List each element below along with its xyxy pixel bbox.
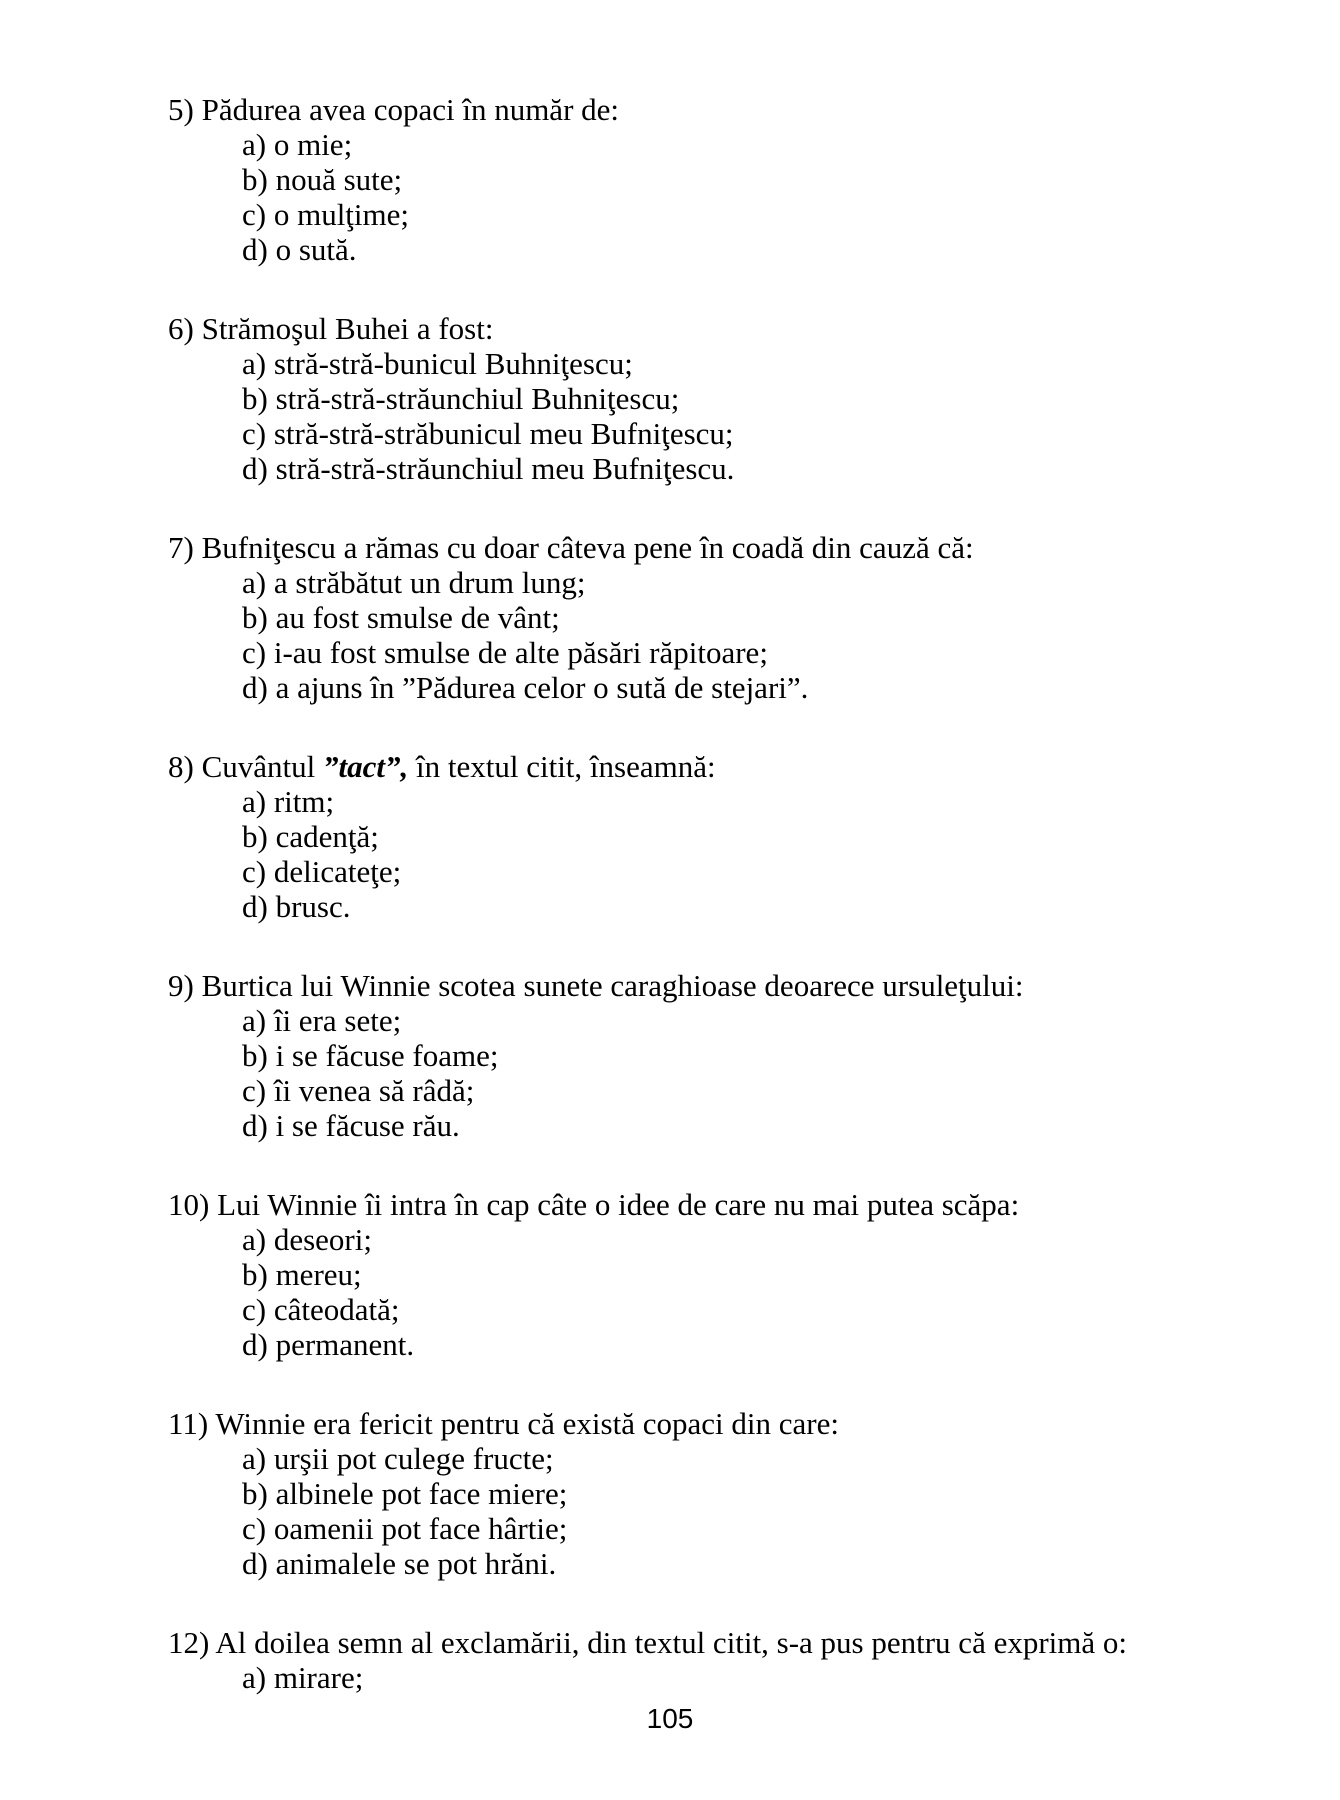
- question-10-option-c: c) câteodată;: [242, 1292, 400, 1327]
- question-10-option-a: a) deseori;: [242, 1222, 372, 1257]
- question-12-option-a: a) mirare;: [242, 1660, 364, 1695]
- question-6: [168, 311, 1280, 486]
- question-8-option-d: d) brusc.: [242, 889, 351, 924]
- question-6-option-d: d) stră-stră-străunchiul meu Bufniţescu.: [242, 451, 735, 486]
- question-7-option-c: c) i-au fost smulse de alte păsări răpitoare;: [242, 635, 768, 670]
- question-8-option-b: b) cadenţă;: [242, 819, 379, 854]
- question-8-title-prefix: 8) Cuvântul: [168, 749, 323, 784]
- question-10-title: 10) Lui Winnie îi intra în cap câte o idee de care nu mai putea scăpa:: [168, 1187, 1020, 1222]
- question-10-option-d: d) permanent.: [242, 1327, 415, 1362]
- question-7-option-b: b) au fost smulse de vânt;: [242, 600, 560, 635]
- question-8-option-c: c) delicateţe;: [242, 854, 402, 889]
- question-9-option-a: a) îi era sete;: [242, 1003, 402, 1038]
- question-6-title: 6) Strămoşul Buhei a fost:: [168, 311, 494, 346]
- question-11-option-b: b) albinele pot face miere;: [242, 1476, 568, 1511]
- question-6-option-c: c) stră-stră-străbunicul meu Bufniţescu;: [242, 416, 734, 451]
- question-11: [168, 1406, 1280, 1581]
- question-8-title-emphasis: ”tact”,: [323, 749, 409, 784]
- question-5-title: 5) Pădurea avea copaci în număr de:: [168, 92, 620, 127]
- question-7-title: 7) Bufniţescu a rămas cu doar câteva pene în coadă din cauză că:: [168, 530, 974, 565]
- question-7: [168, 530, 1280, 705]
- question-5-option-b: b) nouă sute;: [242, 162, 403, 197]
- question-8: [168, 749, 1280, 924]
- question-11-option-d: d) animalele se pot hrăni.: [242, 1546, 557, 1581]
- question-10: [168, 1187, 1280, 1362]
- question-5-option-a: a) o mie;: [242, 127, 353, 162]
- question-5-option-d: d) o sută.: [242, 232, 357, 267]
- question-8-option-a: a) ritm;: [242, 784, 335, 819]
- question-10-option-b: b) mereu;: [242, 1257, 362, 1292]
- question-5: [168, 92, 1280, 267]
- question-12-title: 12) Al doilea semn al exclamării, din textul citit, s-a pus pentru că exprimă o:: [168, 1625, 1128, 1660]
- question-8-title: [168, 749, 1280, 784]
- question-12: [168, 1625, 1280, 1695]
- question-11-title: 11) Winnie era fericit pentru că există copaci din care:: [168, 1406, 839, 1441]
- question-5-option-c: c) o mulţime;: [242, 197, 410, 232]
- question-9-option-b: b) i se făcuse foame;: [242, 1038, 499, 1073]
- question-9-option-c: c) îi venea să râdă;: [242, 1073, 475, 1108]
- question-11-option-c: c) oamenii pot face hârtie;: [242, 1511, 568, 1546]
- question-8-title-suffix: în textul citit, înseamnă:: [408, 749, 716, 784]
- question-9-title: 9) Burtica lui Winnie scotea sunete caraghioase deoarece ursuleţului:: [168, 968, 1024, 1003]
- question-9: [168, 968, 1280, 1143]
- question-6-option-a: a) stră-stră-bunicul Buhniţescu;: [242, 346, 633, 381]
- question-6-option-b: b) stră-stră-străunchiul Buhniţescu;: [242, 381, 680, 416]
- question-11-option-a: a) urşii pot culege fructe;: [242, 1441, 554, 1476]
- question-7-option-a: a) a străbătut un drum lung;: [242, 565, 586, 600]
- page-number: 105: [646, 1703, 694, 1734]
- question-7-option-d: d) a ajuns în ”Pădurea celor o sută de stejari”.: [242, 670, 809, 705]
- question-9-option-d: d) i se făcuse rău.: [242, 1108, 460, 1143]
